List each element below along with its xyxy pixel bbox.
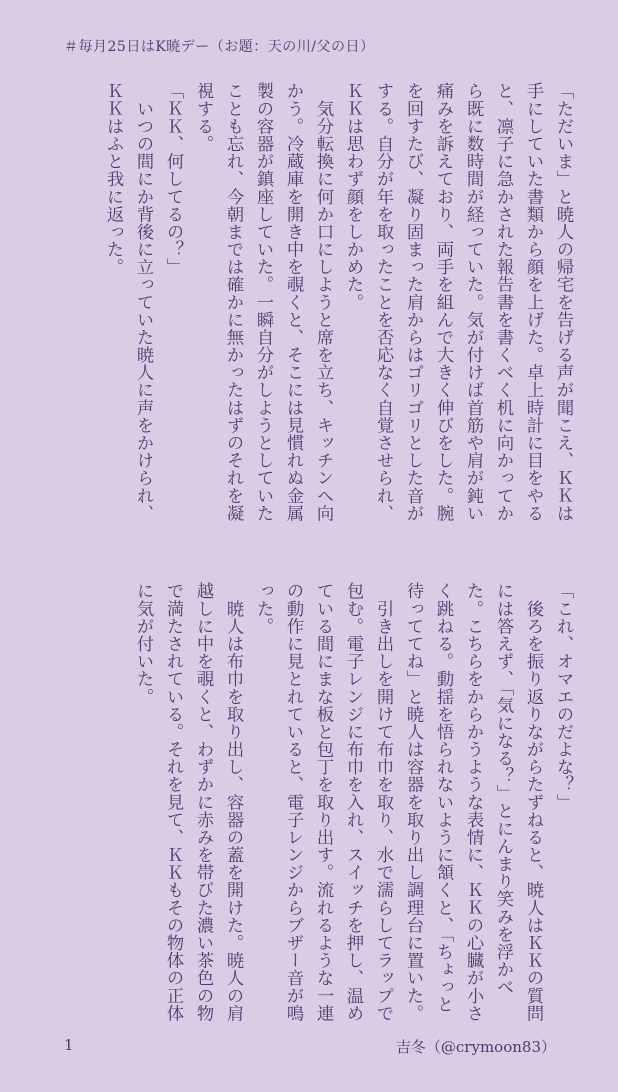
page-header-title: ＃毎月25日はK暁デー（お題：天の川/父の日） [64,39,375,55]
story-paragraph: 暁人は布巾を取り出し、容器の蓋を開けた。暁人の肩越しに中を覗くと、わずかに赤みを帯びた濃い茶色の物で満たされている。それを見て、ＫＫもその物体の正体に気が付いた。 [133,582,243,1022]
story-paragraph: 気分転換に何か口にしようと席を立ち、キッチンへ向かう。冷蔵庫を開き中を覗くと、そこには見慣れぬ金属製の容器が鎮座していた。一瞬自分がしようとしていたことも忘れ、今朝までは確かに無かったはずのそれを凝視する。 [193,82,333,522]
story-text-lower [58,582,578,1022]
story-paragraph: 「ただいま」と暁人の帰宅を告げる声が聞こえ、ＫＫは手にしていた書類から顔を上げた。卓上時計に目をやると、凛子に急かされた報告書を書くべく机に向かってから既に数時間が経っていた。気が付けば首筋や肩が鈍い痛みを訴えており、両手を組んで大きく伸びをした。腕を回すたび、凝り固まった肩からはゴリゴリとした音がする。自分が年を取ったことを否応なく自覚させられ、ＫＫは思わず顔をしかめた。 [343,82,573,522]
story-dialogue: 「これ、オマエのだよな？」 [553,582,573,811]
story-dialogue: 「ＫＫ、何してるの？」 [163,82,183,276]
story-paragraph: いつの間にか背後に立っていた暁人に声をかけられ、ＫＫはふと我に返った。 [103,82,153,522]
story-text-upper [48,82,578,532]
page-number: 1 [64,1036,74,1054]
author-credit: 吉冬（@crymoon83） [395,1038,556,1056]
story-paragraph: 後ろを振り返りながらたずねると、暁人はＫＫの質問には答えず、「気になる？」とにんまり笑みを浮かべた。こちらをからかうような表情に、ＫＫの心臓が小さく跳ねる。動揺を悟られないように頷くと、「ちょっと待っててね」と暁人は容器を取り出し調理台に置いた。 [403,582,543,1022]
story-paragraph: 引き出しを開けて布巾を取り、水で濡らしてラップで包む。電子レンジに布巾を入れ、スイッチを押し、温めている間にまな板と包丁を取り出す。流れるような一連の動作に見とれていると、電子レンジからブザー音が鳴った。 [253,582,393,1022]
